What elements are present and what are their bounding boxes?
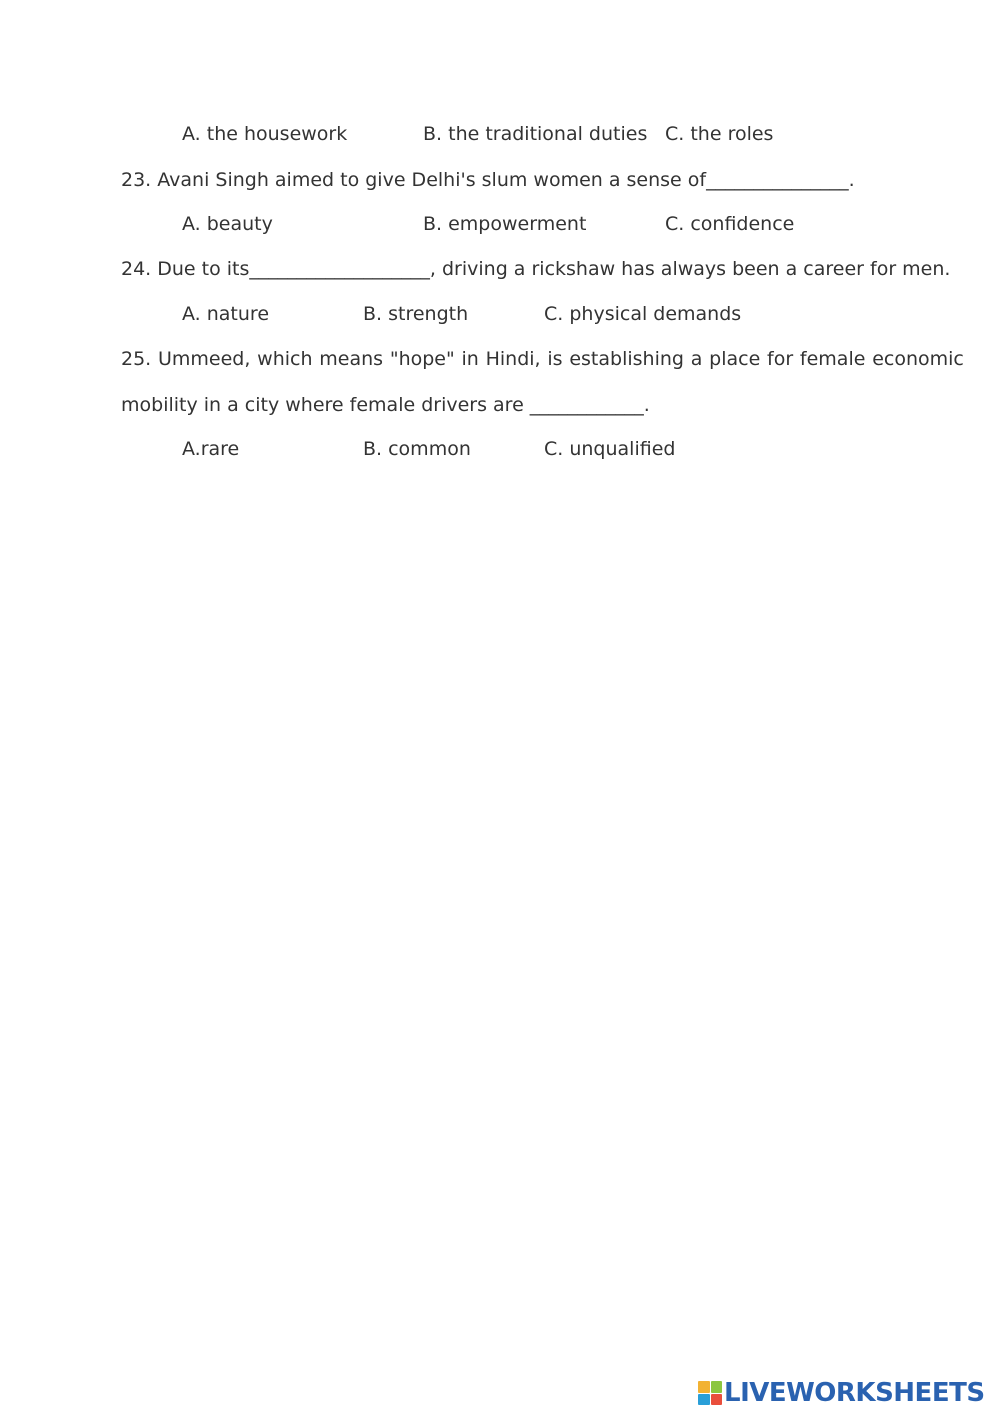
q23-text: 23. Avani Singh aimed to give Delhi's slum women a sense of_______________. bbox=[121, 169, 855, 191]
q25-option-a: A.rare bbox=[182, 438, 240, 460]
logo-mark-tile bbox=[698, 1381, 710, 1393]
liveworksheets-logo bbox=[698, 1378, 985, 1408]
logo-text: LIVEWORKSHEETS bbox=[724, 1378, 985, 1408]
q23-option-a: A. beauty bbox=[182, 213, 273, 235]
q25-word: Hindi, bbox=[485, 348, 541, 370]
logo-mark-tile bbox=[711, 1394, 723, 1406]
q25-word: in bbox=[461, 348, 479, 370]
q25-word: female bbox=[799, 348, 866, 370]
q25-word: place bbox=[709, 348, 761, 370]
q22-option-c: C. the roles bbox=[665, 123, 774, 145]
q24-option-a: A. nature bbox=[182, 303, 270, 325]
q25-option-c: C. unqualified bbox=[544, 438, 676, 460]
logo-mark-tile bbox=[698, 1394, 710, 1406]
q24-text: 24. Due to its___________________, driving a rickshaw has always been a career for men. bbox=[121, 258, 951, 280]
q25-word: "hope" bbox=[389, 348, 455, 370]
q25-word: Ummeed, bbox=[157, 348, 251, 370]
q25-word: economic bbox=[872, 348, 964, 370]
q25-word: is bbox=[547, 348, 563, 370]
q25-word: means bbox=[319, 348, 384, 370]
q23-option-c: C. confidence bbox=[665, 213, 795, 235]
q23-option-b: B. empowerment bbox=[423, 213, 587, 235]
q25-word: for bbox=[767, 348, 794, 370]
logo-mark-tile bbox=[711, 1381, 723, 1393]
q25-text-line2: mobility in a city where female drivers are ____________. bbox=[121, 394, 650, 416]
q25-word: which bbox=[257, 348, 313, 370]
q25-text-line1 bbox=[121, 347, 964, 371]
q25-word: a bbox=[690, 348, 703, 370]
q22-option-b: B. the traditional duties bbox=[423, 123, 648, 145]
q25-word: 25. bbox=[121, 348, 152, 370]
logo-mark-icon bbox=[698, 1381, 722, 1405]
q24-option-c: C. physical demands bbox=[544, 303, 742, 325]
q25-word: establishing bbox=[569, 348, 684, 370]
q22-option-a: A. the housework bbox=[182, 123, 348, 145]
q24-option-b: B. strength bbox=[363, 303, 469, 325]
q25-option-b: B. common bbox=[363, 438, 471, 460]
